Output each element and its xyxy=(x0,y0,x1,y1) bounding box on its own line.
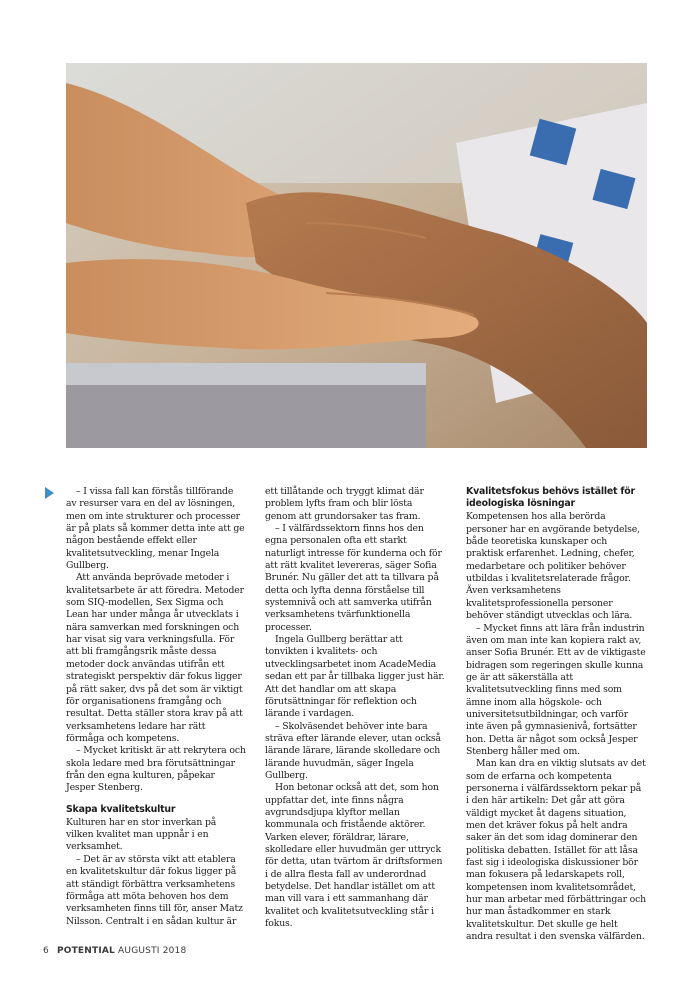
paragraph: Kompetensen hos alla berörda personer har en avgörande betydelse, både teoretiska kunskaper och praktisk erfarenhet. Ledning, chefer, medarbetare och politiker behöver utbildas i kvalitetsrelaterade frågor. Även verksamhetens kvalitetsprofessionella personer behöver ständigt utvecklas och lära. xyxy=(466,511,640,622)
paragraph: Ingela Gullberg berättar att tonvikten i kvalitets- och utvecklingsarbetet inom AcadeMedia sedan ett par år tillbaka ligger just här. Att det handlar om att skapa förutsättningar för reflektion och lärande i vardagen. xyxy=(265,634,445,720)
hands-photo-illustration xyxy=(66,63,647,448)
paragraph: – Mycket kritiskt är att rekrytera och skola ledare med bra förutsättningar från den egna kulturen, påpekar Jesper Stenberg. xyxy=(66,745,246,794)
section-heading: Kvalitetsfokus behövs istället för ideologiska lösningar xyxy=(466,486,635,510)
paragraph: – I vissa fall kan förstås tillförande av resurser vara en del av lösningen, men om inte strukturer och processer är på plats så kommer detta inte att ge någon bestående effekt eller kvalitetsutveckling, menar Ingela Gullberg. xyxy=(66,486,245,572)
paragraph: – Det är av största vikt att etablera en kvalitetskultur där fokus ligger på att ständigt förbättra verksamhetens förmåga att möta behoven hos dem verksamheten finns till för, anser Matz Nilsson. Centralt i en sådan kultur är xyxy=(66,853,243,927)
hands-photo xyxy=(66,63,647,448)
page-footer xyxy=(43,946,186,956)
text-column-3 xyxy=(466,486,646,943)
paragraph: – I välfärdssektorn finns hos den egna personalen ofta ett starkt naturligt intresse för kunderna och för att rätt kvalitet levereras, säger Sofia Brunér. Nu gäller det att ta tillvara på detta och lyfta denna förståelse till systemnivå och att samverka utifrån verksamhetens tvärfunktionella processer. xyxy=(265,523,442,633)
paragraph: Kulturen har en stor inverkan på vilken kvalitet man uppnår i en verksamhet. xyxy=(66,816,217,853)
page-number: 6 xyxy=(43,946,49,956)
paragraph: – Mycket finns att lära från industrin även om man inte kan kopiera rakt av, anser Sofia Brunér. Ett av de viktigaste bidragen som regeringen skulle kunna ge är att säkerställa att kvalitetsutveckling finns med som ämne inom alla högskole- och universitetsutbildningar, och varför inte även på gymnasienivå, fortsätter hon. Detta är något som också Jesper Stenberg håller med om. xyxy=(466,622,646,757)
paragraph: Man kan dra en viktig slutsats av det som de erfarna och kompetenta personerna i välfärdssektorn pekar på i den här artikeln: Det går att göra väldigt mycket åt dagens situation, men det kräver fokus på helt andra saker än det som idag dominerar den politiska debatten. Istället för att låsa fast sig i ideologiska diskussioner bör man fokusera på ledarskapets roll, kompetensen inom kvalitetsområdet, hur man arbetar med förbättringar och hur man åstadkommer en stark kvalitetskultur. Det skulle ge helt andra resultat i den svenska välfärden. xyxy=(466,758,647,943)
paragraph: – Skolväsendet behöver inte bara sträva efter lärande elever, utan också lärande lärare, lärande skolledare och lärande huvudmän, säger Ingela Gullberg. xyxy=(265,720,441,781)
paragraph: ett tillåtande och tryggt klimat där problem lyfts fram och blir lösta genom att grundorsaker tas fram. xyxy=(265,486,424,522)
text-column-2 xyxy=(265,486,445,930)
paragraph: Hon betonar också att det, som hon uppfattar det, inte finns några avgrundsdjupa klyftor mellan kommunala och fristående aktörer. Varken elever, föräldrar, lärare, skolledare eller huvudmän ger uttryck för detta, utan tvärtom är driftsformen i de allra flesta fall av underordnad betydelse. Det handlar istället om att man vill vara i ett sammanhang där kvalitet och kvalitetsutveckling står i fokus. xyxy=(265,782,443,930)
magazine-name: POTENTIAL xyxy=(56,946,115,956)
article-start-marker-icon xyxy=(45,487,54,499)
section-heading: Skapa kvalitetskultur xyxy=(66,803,176,815)
text-column-1 xyxy=(66,486,246,928)
paragraph: Att använda beprövade metoder i kvalitetsarbete är att föredra. Metoder som SIQ-modellen, Sex Sigma och Lean har under många år utvecklats i nära samverkan med forskningen och har visat sig vara verkningsfulla. För att bli framgångsrik måste dessa metoder dock användas utifrån ett strategiskt perspektiv där fokus ligger på rätt saker, dvs på det som är viktigt för organisationens framgång och resultat. Detta ställer stora krav på att verksamhetens ledare har rätt förmåga och kompetens. xyxy=(66,572,244,744)
issue-date: AUGUSTI 2018 xyxy=(115,946,187,956)
